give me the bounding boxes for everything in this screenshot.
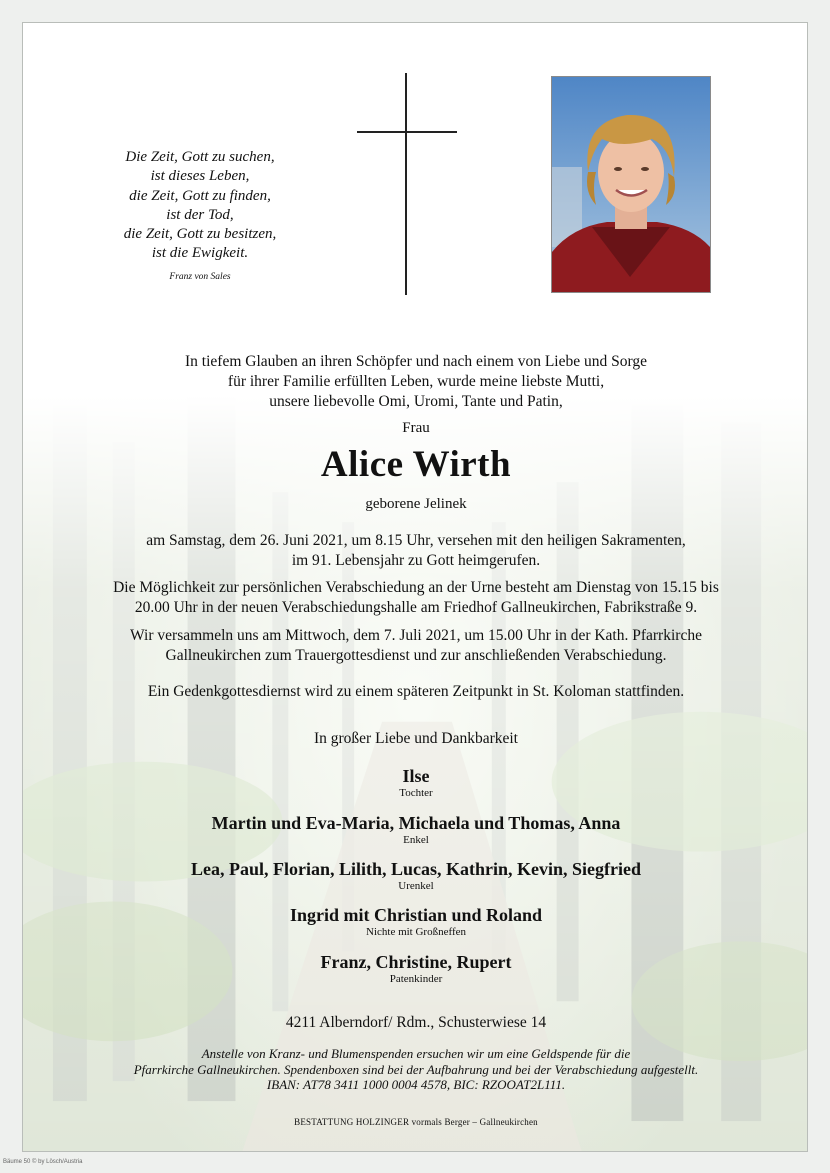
family-address: 4211 Alberndorf/ Rdm., Schusterwiese 14 bbox=[285, 1014, 547, 1031]
closing-line: In großer Liebe und Dankbarkeit bbox=[313, 730, 518, 747]
quote-line: die Zeit, Gott zu besitzen, bbox=[123, 226, 277, 243]
cross-icon bbox=[357, 73, 457, 295]
intro-text bbox=[63, 352, 769, 412]
family-relation: Urenkel bbox=[398, 880, 434, 892]
deceased-name: Alice Wirth bbox=[320, 444, 512, 485]
deceased-title: Frau bbox=[402, 420, 430, 436]
family-relation: Tochter bbox=[399, 787, 433, 799]
intro-line: für ihrer Familie erfüllten Leben, wurde meine liebste Mutti, bbox=[227, 373, 605, 390]
death-paragraph bbox=[63, 531, 769, 571]
quote-line: ist dieses Leben, bbox=[150, 168, 250, 185]
family-relation: Nichte mit Großneffen bbox=[366, 926, 466, 938]
donation-line: IBAN: AT78 3411 1000 0004 4578, BIC: RZOOAT2L111. bbox=[266, 1077, 566, 1092]
quote-block bbox=[75, 148, 325, 287]
intro-line: In tiefem Glauben an ihren Schöpfer und nach einem von Liebe und Sorge bbox=[185, 353, 647, 370]
quote-line: die Zeit, Gott zu finden, bbox=[129, 187, 271, 204]
birth-name: geborene Jelinek bbox=[365, 496, 467, 512]
family-group bbox=[63, 813, 769, 846]
paragraph-line: Gallneukirchen zum Trauergottesdienst und zur anschließenden Verabschiedung. bbox=[165, 647, 667, 664]
quote-line: Die Zeit, Gott zu suchen, bbox=[125, 149, 275, 165]
paragraph-line: 20.00 Uhr in der neuen Verabschiedungshalle am Friedhof Gallneukirchen, Fabrikstraße 9. bbox=[134, 599, 698, 616]
memorial-paragraph bbox=[63, 682, 769, 702]
family-names: Franz, Christine, Rupert bbox=[320, 952, 512, 972]
quote-line: ist die Ewigkeit. bbox=[151, 245, 249, 262]
family-names: Lea, Paul, Florian, Lilith, Lucas, Kathrin, Kevin, Siegfried bbox=[190, 859, 642, 879]
family-group bbox=[63, 766, 769, 799]
service-paragraph bbox=[63, 626, 769, 666]
quote-author: Franz von Sales bbox=[169, 271, 231, 282]
family-group bbox=[63, 905, 769, 938]
portrait-photo bbox=[551, 76, 711, 293]
family-group bbox=[63, 952, 769, 985]
paragraph-line: im 91. Lebensjahr zu Gott heimgerufen. bbox=[291, 552, 541, 569]
family-names: Ingrid mit Christian und Roland bbox=[289, 905, 543, 925]
farewell-paragraph bbox=[63, 578, 769, 618]
paragraph-line: Die Möglichkeit zur persönlichen Verabschiedung an der Urne besteht am Dienstag von 15.15 bis bbox=[113, 579, 719, 596]
family-names: Martin und Eva-Maria, Michaela und Thomas, Anna bbox=[211, 813, 621, 833]
family-group bbox=[63, 859, 769, 892]
donation-line: Anstelle von Kranz- und Blumenspenden ersuchen wir um eine Geldspende für die bbox=[201, 1046, 631, 1061]
obituary-sheet bbox=[22, 22, 808, 1152]
quote-line: ist der Tod, bbox=[166, 206, 234, 223]
donation-line: Pfarrkirche Gallneukirchen. Spendenboxen sind bei der Aufbahrung und bei der Verabschiedung aufgestellt. bbox=[133, 1061, 699, 1077]
paragraph-line: Wir versammeln uns am Mittwoch, dem 7. Juli 2021, um 15.00 Uhr in der Kath. Pfarrkirche bbox=[130, 627, 702, 644]
paragraph-line: Ein Gedenkgottesdiernst wird zu einem späteren Zeitpunkt in St. Koloman stattfinden. bbox=[147, 683, 685, 700]
intro-line: unsere liebevolle Omi, Uromi, Tante und Patin, bbox=[269, 393, 563, 410]
paragraph-line: am Samstag, dem 26. Juni 2021, um 8.15 Uhr, versehen mit den heiligen Sakramenten, bbox=[146, 532, 686, 549]
family-names: Ilse bbox=[402, 766, 430, 786]
image-credit: Bäume 50 © by Lösch/Austria bbox=[3, 1159, 83, 1165]
family-relation: Patenkinder bbox=[389, 973, 443, 985]
donation-notice bbox=[63, 1046, 769, 1093]
undertaker-footer: BESTATTUNG HOLZINGER vormals Berger – Gallneukirchen bbox=[294, 1117, 538, 1127]
family-relation: Enkel bbox=[403, 834, 429, 846]
